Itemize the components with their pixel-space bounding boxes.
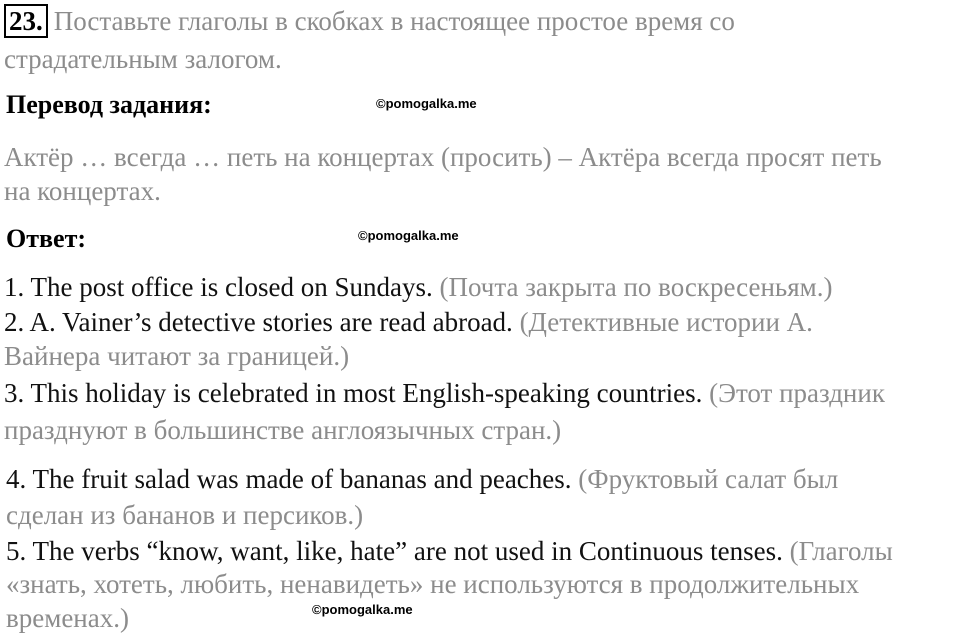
answer-5-en: 5. The verbs “know, want, like, hate” are not used in Continuous tenses. [6, 536, 783, 566]
answer-5-line-3: временах.) [6, 603, 129, 633]
task-line-2: страдательным залогом. [4, 44, 282, 74]
answer-4-line-1 [6, 462, 838, 496]
answer-2-line-2: Вайнера читают за границей.) [4, 341, 350, 371]
answer-3-en: 3. This holiday is celebrated in most English-speaking countries. [4, 378, 703, 408]
answer-3-line-2: празднуют в большинстве англоязычных стран.) [4, 415, 562, 445]
task-line-1 [4, 4, 735, 38]
answer-2-ru: (Детективные истории А. [512, 307, 813, 337]
answer-1-ru: (Почта закрыта по воскресеньям.) [432, 272, 833, 302]
answer-4-en: 4. The fruit salad was made of bananas and peaches. [6, 464, 572, 494]
answer-5-line-2: «знать, хотеть, любить, ненавидеть» не используются в продолжительных [6, 569, 860, 599]
translation-line-2: на концертах. [4, 176, 161, 206]
answer-4-ru: (Фруктовый салат был [571, 464, 839, 494]
task-number: 23. [4, 4, 48, 38]
translation-line-1: Актёр … всегда … петь на концертах (просить) – Актёра всегда просят петь [4, 142, 882, 172]
answer-3-line-1 [4, 376, 885, 410]
answer-2-en: 2. A. Vainer’s detective stories are read abroad. [4, 307, 513, 337]
answer-5-line-1 [6, 534, 893, 568]
answer-4-line-2: сделан из бананов и персиков.) [6, 500, 364, 530]
answer-3-ru: (Этот праздник [702, 378, 885, 408]
answer-1-line-1 [4, 270, 832, 304]
answer-heading: Ответ: [6, 224, 87, 253]
watermark-3: ©pomogalka.me [312, 602, 413, 617]
task-text: Поставьте глаголы в скобках в настоящее простое время со [53, 6, 735, 36]
answer-1-en: 1. The post office is closed on Sundays. [4, 272, 433, 302]
answer-5-ru: (Глаголы [782, 536, 893, 566]
translation-heading: Перевод задания: [6, 90, 212, 119]
watermark-2: ©pomogalka.me [358, 228, 459, 243]
watermark-1: ©pomogalka.me [376, 96, 477, 111]
answer-2-line-1 [4, 305, 813, 339]
